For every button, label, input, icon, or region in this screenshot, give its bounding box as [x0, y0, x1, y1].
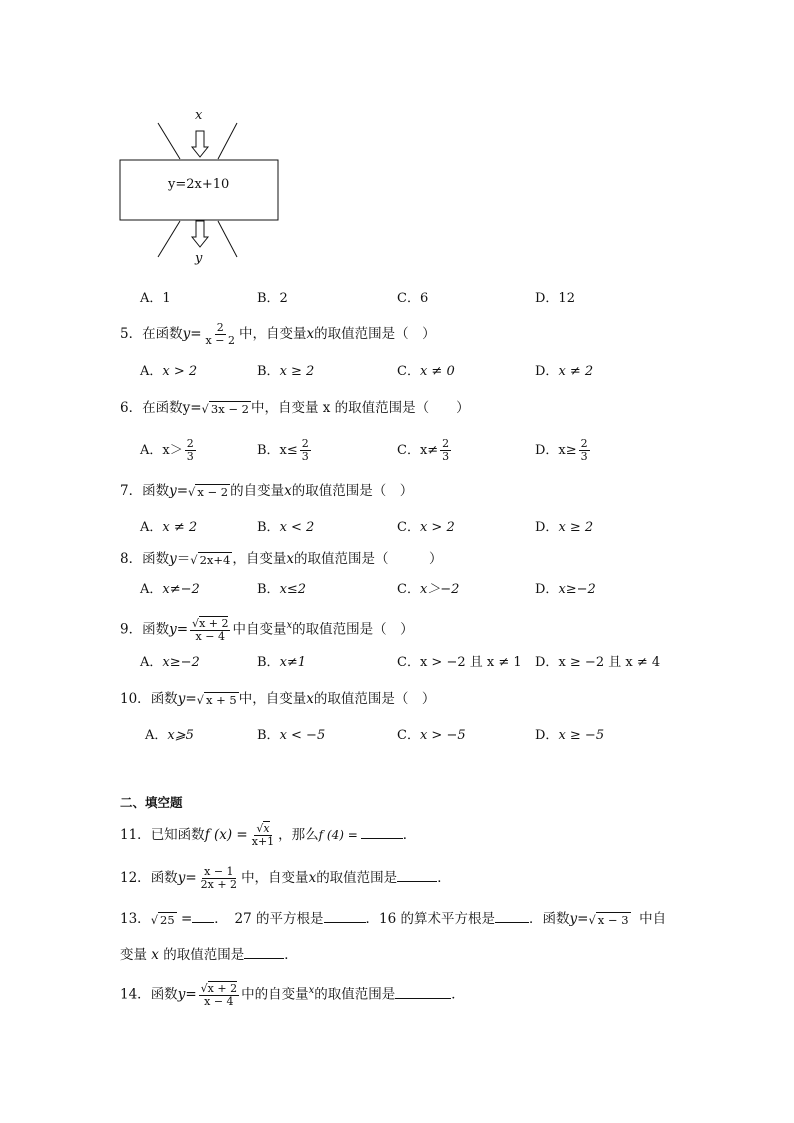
q9-numerator: √x + 2: [192, 616, 229, 630]
q14-numerator: √x + 2: [200, 981, 238, 995]
q6-option-a[interactable]: [140, 438, 198, 463]
q11-stem: [120, 823, 416, 848]
q10-option-a[interactable]: [145, 726, 194, 746]
q9-option-b-label: B．: [257, 655, 280, 670]
q6-option-d-den: 3: [580, 450, 588, 463]
q13-line2-var: x: [151, 947, 159, 963]
q5-eq: =: [190, 326, 202, 342]
q8-option-a-value: x≠−2: [162, 582, 200, 597]
q9-suffix: 中自变量: [232, 621, 287, 638]
q9-option-a[interactable]: [140, 653, 200, 673]
q9-denominator: x − 4: [195, 629, 225, 643]
q4-option-a[interactable]: A．1: [140, 291, 171, 306]
q13-line2-end: ．: [284, 947, 298, 963]
q8-var: x: [286, 551, 294, 567]
q5-option-b-value: x ≥ 2: [279, 364, 315, 379]
q9-option-a-label: A．: [140, 655, 163, 670]
q10-eq: =: [185, 691, 197, 707]
q6-option-b-label: B．x≤: [257, 443, 298, 458]
q10-stem: [120, 689, 435, 710]
q7-option-b[interactable]: [257, 518, 314, 538]
q8-y: y: [169, 551, 177, 567]
q6-prefix: 在函数y=: [142, 400, 202, 416]
q10-option-b-value: x < −5: [279, 728, 326, 743]
q4-option-c[interactable]: C．6: [397, 291, 429, 306]
q10-option-c-label: C．: [397, 728, 420, 743]
q7-option-a-label: A．: [140, 520, 163, 535]
q7-y: y: [169, 483, 177, 499]
q14-prefix: 函数: [150, 986, 178, 1003]
q11-tail: ．: [402, 827, 417, 843]
q12-numerator: x − 1: [204, 865, 234, 878]
q7-eq: =: [176, 483, 189, 499]
q13-p1: ． 27 的平方根是: [214, 911, 324, 927]
q10-y: y: [177, 691, 186, 707]
q5-denominator: x − 2: [205, 334, 235, 347]
q14-denominator: x − 4: [204, 994, 234, 1008]
q10-option-a-value: x⩾5: [167, 728, 194, 743]
output-label: y: [195, 251, 203, 266]
q13-stem: [120, 909, 666, 930]
q11-numerator: √x: [256, 822, 270, 835]
q11-num-radicand: x: [263, 822, 270, 835]
q12-eq: =: [185, 870, 197, 886]
q5-option-d-value: x ≠ 2: [558, 364, 594, 379]
q14-num-radicand: x + 2: [207, 981, 238, 995]
function-machine-diagram: [110, 105, 290, 275]
q5-tail: 的取值范围是（ ）: [314, 326, 436, 342]
q7-prefix: 函数: [142, 483, 170, 499]
q6-option-c[interactable]: [397, 438, 453, 463]
q6-sqrt: √ 3x − 2: [201, 401, 249, 416]
q7-option-a[interactable]: [140, 518, 197, 538]
q7-suffix: 的自变量: [230, 483, 285, 499]
q4-option-d[interactable]: D．12: [535, 291, 575, 306]
q12-answer-blank[interactable]: [397, 869, 437, 882]
q5-option-a[interactable]: [140, 362, 197, 382]
q6-option-d[interactable]: [535, 438, 592, 463]
q8-option-b[interactable]: [257, 580, 306, 600]
q7-option-d-label: D．: [535, 520, 559, 535]
q5-prefix: 在函数: [142, 326, 183, 342]
q6-option-b-num: 2: [301, 437, 309, 450]
q9-option-b-value: x≠1: [279, 655, 307, 670]
q8-option-d-label: D．: [535, 582, 559, 597]
q8-option-c[interactable]: [397, 580, 459, 600]
q10-option-b-label: B．: [257, 728, 280, 743]
q13-number: 13．: [120, 911, 151, 927]
q10-option-d[interactable]: [535, 726, 604, 746]
q13-eq: =: [180, 911, 193, 927]
output-arrow-icon: [192, 221, 208, 247]
q9-option-d-label: D．: [535, 655, 559, 670]
q13-line2-b: 的取值范围是: [163, 947, 245, 963]
q5-option-c[interactable]: [397, 362, 455, 382]
q8-number: 8．: [120, 551, 143, 567]
q11-prefix: 已知函数: [150, 827, 205, 843]
q14-answer-blank[interactable]: [395, 986, 451, 999]
function-label: y=2x+10: [168, 177, 230, 192]
q7-tail: 的取值范围是（ ）: [291, 483, 414, 499]
q13-line2-a: 变量: [120, 947, 147, 963]
q12-tail: 的取值范围是: [316, 870, 398, 886]
q5-option-b[interactable]: [257, 362, 314, 382]
q10-var: x: [306, 691, 314, 707]
q12-denominator: 2x + 2: [200, 878, 238, 891]
q6-option-d-num: 2: [580, 437, 588, 450]
q5-option-d[interactable]: [535, 362, 593, 382]
q5-option-a-label: A．: [140, 364, 163, 379]
q9-stem: [120, 616, 414, 643]
q10-option-c-value: x > −5: [419, 728, 466, 743]
q12-suffix: 中，自变量: [241, 870, 309, 886]
input-arrow-icon: [192, 131, 208, 157]
q11-mid: ，那么: [278, 827, 319, 843]
q6-number: 6．: [120, 400, 143, 416]
q8-option-b-value: x≤2: [279, 582, 307, 597]
q13-y-eq: y=: [569, 911, 589, 927]
q13-p4: 中自: [639, 911, 667, 927]
q7-option-b-label: B．: [257, 520, 280, 535]
q8-suffix: ，自变量: [232, 551, 287, 567]
q13-blank-2[interactable]: [324, 910, 366, 923]
q6-option-c-fraction: [440, 438, 451, 463]
q7-option-c-label: C．: [397, 520, 420, 535]
section-title-fill-in: 二、填空题: [120, 795, 183, 810]
q7-option-d[interactable]: [535, 518, 593, 538]
q9-option-c-label: C．: [397, 655, 420, 670]
q6-radicand: 3x − 2: [210, 401, 249, 416]
q9-tail: 的取值范围是（ ）: [292, 621, 414, 638]
q12-number: 12．: [120, 870, 151, 886]
q6-option-a-num: 2: [186, 437, 194, 450]
q11-fraction: [250, 823, 276, 848]
q14-fraction: [199, 983, 239, 1008]
q7-var: x: [284, 483, 292, 499]
q13-stem-line2: [120, 945, 298, 965]
q8-option-c-value: x＞−2: [419, 582, 460, 597]
q8-stem: [120, 549, 442, 570]
q10-number: 10．: [120, 691, 151, 707]
q12-prefix: 函数: [150, 870, 178, 886]
q13-blank-1[interactable]: [192, 910, 214, 923]
q14-eq: =: [185, 986, 197, 1003]
q13-radicand1: 25: [160, 912, 175, 927]
q5-fraction: [204, 322, 237, 347]
q7-number: 7．: [120, 483, 143, 499]
q5-option-d-label: D．: [535, 364, 559, 379]
q8-option-a[interactable]: [140, 580, 200, 600]
q9-option-c-value: x > −2 且 x ≠ 1: [419, 655, 522, 670]
q14-stem: [120, 981, 465, 1008]
q8-option-a-label: A．: [140, 582, 163, 597]
q10-sqrt: √ x + 5: [196, 692, 237, 707]
q13-blank-3[interactable]: [495, 910, 529, 923]
q9-y: y: [169, 621, 177, 638]
q13-p3: ．函数: [528, 911, 570, 927]
q10-option-a-label: A．: [145, 728, 168, 743]
q6-option-a-label: A．x＞: [140, 443, 183, 458]
q8-prefix: 函数: [142, 551, 170, 567]
q7-sqrt: √ x − 2: [188, 484, 229, 499]
q8-option-d-value: x≥−2: [558, 582, 596, 597]
q5-suffix: 中，自变量: [238, 326, 307, 342]
q8-radicand: 2x+4: [199, 552, 231, 567]
q8-tail: 的取值范围是（ ）: [293, 551, 443, 567]
q9-prefix: 函数: [142, 621, 170, 638]
q8-option-b-label: B．: [257, 582, 280, 597]
q13-p2: ．16 的算术平方根是: [365, 911, 495, 927]
q6-option-c-label: C．x≠: [397, 443, 439, 458]
q6-option-b-den: 3: [301, 450, 309, 463]
q9-var: x: [286, 620, 293, 631]
q14-tail: 的取值范围是: [314, 986, 396, 1003]
q10-tail: 的取值范围是（ ）: [313, 691, 436, 707]
q11-number: 11．: [120, 827, 151, 843]
q9-option-b[interactable]: [257, 653, 306, 673]
q14-number: 14．: [120, 986, 151, 1003]
q10-option-b[interactable]: [257, 726, 325, 746]
q7-option-a-value: x ≠ 2: [162, 520, 198, 535]
q7-radicand: x − 2: [197, 484, 229, 499]
q10-option-d-label: D．: [535, 728, 559, 743]
q5-numerator: 2: [216, 321, 224, 334]
q12-y: y: [177, 870, 186, 886]
q6-option-c-den: 3: [442, 450, 450, 463]
q7-option-c-value: x > 2: [419, 520, 455, 535]
q5-option-c-value: x ≠ 0: [419, 364, 455, 379]
q9-option-d-value: x ≥ −2 且 x ≠ 4: [558, 655, 661, 670]
q10-radicand: x + 5: [205, 692, 237, 707]
q11-f4: f (4) =: [318, 828, 358, 842]
q6-suffix: 中，自变量 x 的取值范围是（ ）: [250, 400, 470, 416]
q7-stem: [120, 481, 413, 502]
q5-option-a-value: x > 2: [162, 364, 198, 379]
q6-option-a-den: 3: [186, 450, 194, 463]
q14-var: x: [308, 985, 315, 996]
q11-fx: f (x) =: [204, 827, 248, 843]
q6-option-b[interactable]: [257, 438, 313, 463]
q9-option-c[interactable]: [397, 653, 522, 673]
q6-stem: [120, 398, 470, 419]
q11-denominator: x+1: [251, 835, 275, 848]
q8-eq: ＝: [176, 551, 191, 567]
q13-sqrt1: √ 25: [150, 912, 175, 927]
q5-option-b-label: B．: [257, 364, 280, 379]
q5-stem: [120, 322, 436, 347]
q11-answer-blank[interactable]: [361, 826, 403, 839]
q13-blank-4[interactable]: [244, 946, 284, 959]
q5-var: x: [306, 326, 315, 342]
q12-var: x: [308, 870, 317, 886]
q13-sqrt2: √ x − 3: [588, 912, 629, 927]
q6-option-d-label: D．x≥: [535, 443, 577, 458]
q12-stem: [120, 866, 451, 891]
q12-fraction: [199, 866, 239, 891]
q6-option-c-num: 2: [442, 437, 450, 450]
q9-num-radicand: x + 2: [199, 616, 229, 630]
q6-option-d-fraction: [579, 438, 590, 463]
input-label: x: [195, 108, 203, 123]
q7-option-c[interactable]: [397, 518, 455, 538]
q10-prefix: 函数: [150, 691, 178, 707]
q5-option-c-label: C．: [397, 364, 420, 379]
q10-option-c[interactable]: [397, 726, 466, 746]
q10-suffix: 中，自变量: [238, 691, 307, 707]
q12-end: ．: [437, 870, 451, 886]
q9-number: 9．: [120, 621, 143, 638]
q7-option-b-value: x < 2: [279, 520, 315, 535]
q9-option-d[interactable]: [535, 653, 660, 673]
q5-number: 5．: [120, 326, 143, 342]
q14-end: ．: [451, 986, 465, 1003]
q5-y: y: [182, 326, 191, 342]
q14-suffix: 中的自变量: [241, 986, 309, 1003]
q6-option-a-fraction: [185, 438, 196, 463]
q7-option-d-value: x ≥ 2: [558, 520, 594, 535]
q6-option-b-fraction: [300, 438, 311, 463]
q9-option-a-value: x≥−2: [162, 655, 200, 670]
q9-eq: =: [176, 621, 189, 638]
q14-y: y: [177, 986, 186, 1003]
q9-fraction: [190, 618, 230, 643]
q8-sqrt: √ 2x+4: [190, 552, 231, 567]
q8-option-c-label: C．: [397, 582, 420, 597]
q4-option-b[interactable]: B．2: [257, 291, 288, 306]
q13-radicand2: x − 3: [597, 912, 629, 927]
q10-option-d-value: x ≥ −5: [558, 728, 605, 743]
q8-option-d[interactable]: [535, 580, 596, 600]
